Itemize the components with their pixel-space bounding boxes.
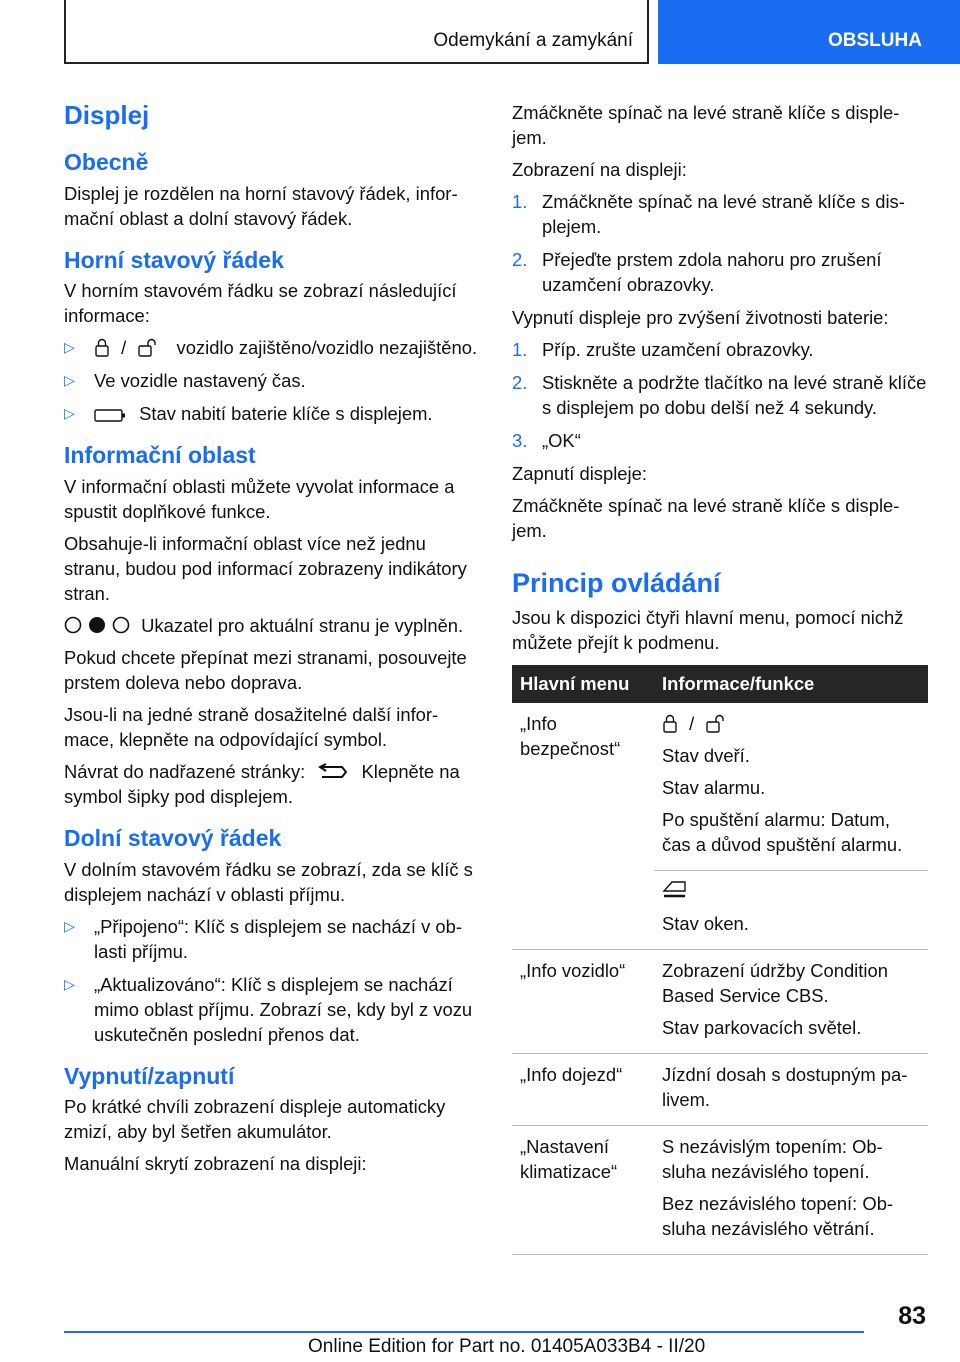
step-text: „OK“ [542, 430, 581, 451]
step-text: Zmáčkněte spínač na levé straně klíče s displejem. [542, 191, 905, 237]
cell-text: Stav alarmu. [662, 777, 766, 799]
heading-top-status: Horní stavový řádek [64, 246, 284, 273]
header-section-title: Odemykání a zamykání [433, 30, 633, 51]
table-cell-info [654, 1054, 928, 1126]
info-text-3-content: Ukazatel pro aktuální stranu je vyplněn. [141, 614, 464, 636]
table-cell-info [654, 950, 928, 1054]
on-off-text-1: Po krátké chvíli zobrazení displeje automaticky zmizí, aby byl šetřen akumulátor. [64, 1096, 446, 1143]
lock-open-icon [705, 713, 731, 733]
right-text-5: Zmáčkněte spínač na levé straně klíče s displejem. [512, 495, 900, 541]
window-icon-line [662, 879, 920, 904]
table-cell-menu: „Nastavení klimatizace“ [512, 1126, 654, 1255]
table-cell-menu: „Info dojezd“ [512, 1054, 654, 1126]
table-row [512, 703, 928, 871]
step-number: 1. [512, 191, 528, 212]
heading-on-off: Vypnutí/zapnutí [64, 1062, 235, 1089]
lock-open-icon [137, 337, 163, 357]
info-text-6 [64, 759, 482, 809]
header-chapter-tab [658, 0, 960, 64]
lock-icons-line [662, 711, 920, 736]
triangle-bullet-icon: ▷ [64, 372, 75, 389]
table-cell-menu: „Info vozidlo“ [512, 950, 654, 1054]
step-number: 3. [512, 430, 528, 451]
list-item-text: „Připojeno“: Klíč s displejem se nachází v oblasti příjmu. [94, 915, 462, 962]
right-text-1: Zmáčkněte spínač na levé straně klíče s displejem. [512, 102, 900, 148]
page-indicator-icon [64, 615, 130, 635]
step-text: Příp. zrušte uzamčení obrazovky. [542, 339, 814, 360]
list-item [512, 247, 928, 297]
back-arrow-icon [316, 763, 350, 781]
step-number: 2. [512, 249, 528, 270]
list-item [512, 189, 928, 239]
cell-text: Zobrazení údržby Condition Based Service CBS. [662, 960, 888, 1007]
info-text-3 [64, 613, 482, 638]
list-item-text: vozidlo zajištěno/vozidlo nezajištěno. [176, 337, 478, 359]
header-section-box [64, 0, 649, 64]
on-off-text-2: Manuální skrytí zobrazení na displeji: [64, 1153, 367, 1175]
table-cell-menu-empty [512, 871, 654, 950]
right-text-2: Zobrazení na displeji: [512, 159, 687, 180]
list-item [64, 914, 482, 964]
table-row [512, 871, 928, 950]
heading-principle: Princip ovládání [512, 568, 721, 598]
list-item [64, 972, 482, 1047]
footer-edition: Online Edition for Part no. 01405A033B4 - II/20 [308, 1336, 706, 1357]
table-cell-info [654, 871, 928, 950]
footer-divider [64, 1331, 864, 1333]
step-number: 2. [512, 372, 528, 393]
separator-text: / [121, 337, 127, 359]
lock-closed-icon [662, 713, 678, 733]
heading-general: Obecně [64, 149, 149, 176]
heading-bottom-status: Dolní stavový řádek [64, 824, 282, 851]
info-text-1: V informační oblasti můžete vyvolat informace a spustit doplňkové funkce. [64, 475, 455, 522]
top-status-text: V horním stavovém řádku se zobrazí následující informace: [64, 280, 457, 327]
table-row [512, 1054, 928, 1126]
info-text-5: Jsou-li na jedné straně dosažitelné další informace, klepněte na odpovídající symbol. [64, 703, 439, 750]
info-text-4: Pokud chcete přepínat mezi stranami, posouvejte prstem doleva nebo doprava. [64, 646, 467, 693]
list-item-text: Stav nabití baterie klíče s displejem. [139, 403, 433, 425]
list-item [512, 370, 928, 420]
cell-text: Po spuštění alarmu: Datum, čas a důvod spuštění alarmu. [662, 809, 903, 856]
info-text-6b: Klepněte na symbol šipky pod displejem. [64, 760, 460, 807]
info-text-2: Obsahuje-li informační oblast více než jednu stranu, budou pod informací zobrazeny indikátory stran. [64, 532, 467, 604]
table-cell-menu: „Info bezpečnost“ [520, 713, 621, 760]
table-header-menu: Hlavní menu [512, 665, 654, 703]
list-item [64, 368, 482, 393]
info-text-6a: Návrat do nadřazené stránky: [64, 760, 306, 782]
cell-text: Bez nezávislého topení: Obsluha nezávislého větrání. [662, 1193, 894, 1240]
table-row [512, 950, 928, 1054]
list-item [64, 401, 482, 426]
triangle-bullet-icon: ▷ [64, 975, 75, 992]
table-cell-info [654, 703, 928, 871]
cell-text: Jízdní dosah s dostupným palivem. [662, 1064, 908, 1111]
page-title: Displej [64, 100, 150, 130]
general-text: Displej je rozdělen na horní stavový řádek, informační oblast a dolní stavový řádek. [64, 182, 458, 229]
table-row [512, 1126, 928, 1255]
heading-info-area: Informační oblast [64, 442, 256, 469]
window-icon [662, 879, 688, 901]
list-item-text: Ve vozidle nastavený čas. [94, 370, 306, 392]
triangle-bullet-icon: ▷ [64, 917, 75, 934]
list-item-text: „Aktualizováno“: Klíč s displejem se nachází mimo oblast příjmu. Zobrazí se, kdy byl z vozu uskutečněn poslední přenos dat. [94, 973, 473, 1045]
table-header-row [512, 665, 928, 703]
step-number: 1. [512, 339, 528, 360]
cell-text: S nezávislým topením: Obsluha nezávislého topení. [662, 1136, 883, 1183]
cell-text: Stav oken. [662, 913, 749, 935]
left-column [64, 100, 482, 1183]
step-text: Přejeďte prstem zdola nahoru pro zrušení uzamčení obrazovky. [542, 249, 882, 295]
principle-text: Jsou k dispozici čtyři hlavní menu, pomocí nichž můžete přejít k podmenu. [512, 607, 904, 654]
right-text-3: Vypnutí displeje pro zvýšení životnosti baterie: [512, 307, 889, 328]
cell-text: Stav parkovacích světel. [662, 1017, 862, 1039]
header-chapter-title: OBSLUHA [828, 30, 922, 51]
list-item [64, 335, 482, 360]
cell-text: Stav dveří. [662, 745, 750, 767]
menu-table [512, 665, 928, 1255]
separator-text: / [689, 713, 695, 735]
list-item [512, 428, 928, 453]
triangle-bullet-icon: ▷ [64, 339, 75, 356]
table-header-info: Informace/funkce [654, 665, 928, 703]
battery-icon [94, 407, 126, 423]
right-text-4: Zapnutí displeje: [512, 463, 647, 484]
bottom-status-text: V dolním stavovém řádku se zobrazí, zda se klíč s displejem nachází v oblasti příjmu. [64, 858, 473, 905]
lock-closed-icon [94, 337, 110, 357]
right-column [512, 100, 928, 1255]
triangle-bullet-icon: ▷ [64, 405, 75, 422]
table-cell-info [654, 1126, 928, 1255]
list-item [512, 337, 928, 362]
page-number: 83 [898, 1302, 926, 1330]
step-text: Stiskněte a podržte tlačítko na levé straně klíče s displejem po dobu delší než 4 sekundy. [542, 372, 927, 418]
